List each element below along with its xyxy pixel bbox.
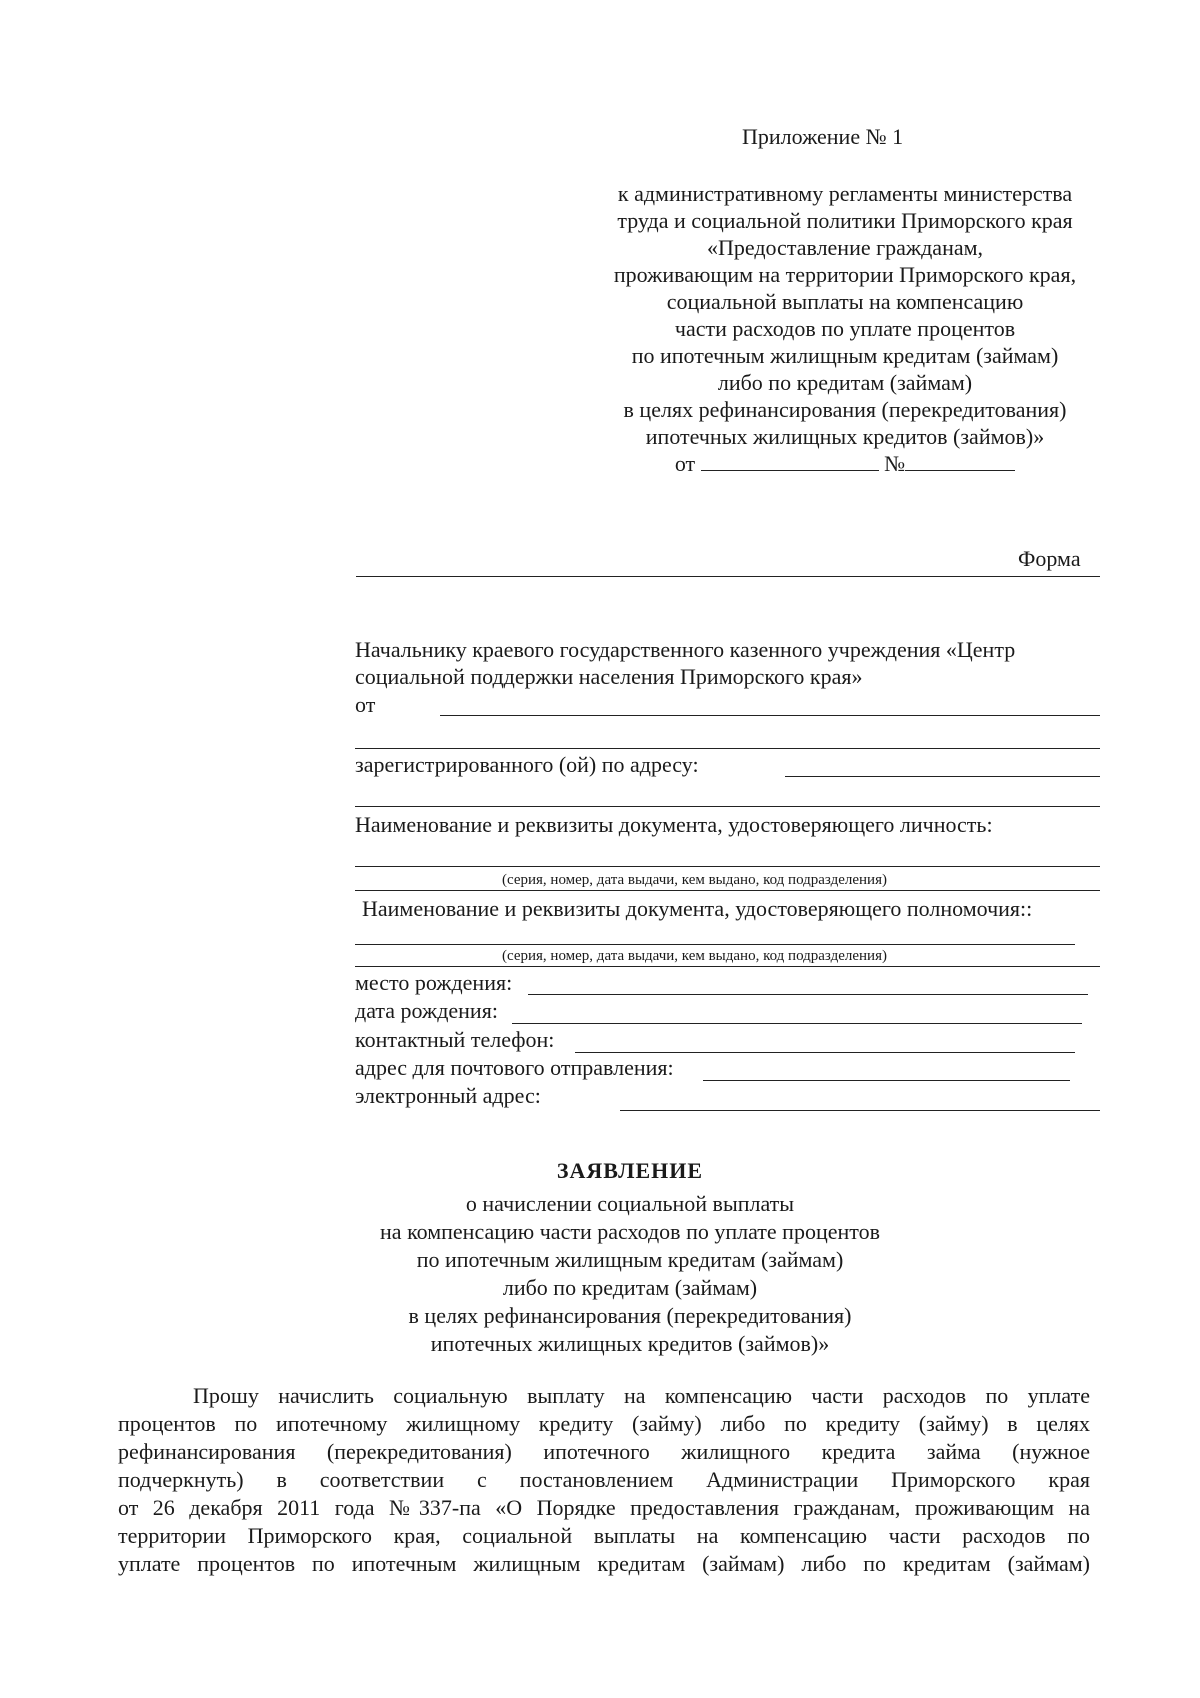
birth-date-label: дата рождения: xyxy=(355,998,498,1023)
ref-number-label: № xyxy=(884,451,906,476)
appendix-line: социальной выплаты на компенсацию xyxy=(666,289,1024,314)
registered-address-line[interactable] xyxy=(785,776,1100,777)
ref-number-blank xyxy=(905,450,1015,471)
statement-subtitle-line: на компенсацию части расходов по уплате процентов xyxy=(380,1219,880,1244)
appendix-line: в целях рефинансирования (перекредитования) xyxy=(623,397,1067,422)
ref-from-label: от xyxy=(674,451,696,476)
appendix-date-number-line xyxy=(560,450,1130,477)
recipient-line-1: Начальнику краевого государственного казенного учреждения «Центр xyxy=(355,637,1016,662)
registered-address-line-2[interactable] xyxy=(355,806,1100,807)
authority-doc-caption: (серия, номер, дата выдачи, кем выдано, код подразделения) xyxy=(502,948,887,964)
birth-date-line[interactable] xyxy=(512,1023,1082,1024)
authority-doc-label: Наименование и реквизиты документа, удостоверяющего полномочия:: xyxy=(362,896,1033,921)
authority-doc-line[interactable] xyxy=(355,944,1075,945)
from-field-line-2[interactable] xyxy=(355,748,1100,749)
appendix-reference xyxy=(560,180,1130,477)
appendix-line: проживающим на территории Приморского края, xyxy=(613,262,1077,287)
phone-line[interactable] xyxy=(575,1052,1075,1053)
appendix-line: ипотечных жилищных кредитов (займов)» xyxy=(645,424,1045,449)
ref-date-blank xyxy=(701,450,879,471)
appendix-line: «Предоставление гражданам, xyxy=(706,235,984,260)
phone-label: контактный телефон: xyxy=(355,1027,555,1052)
statement-subtitle-line: либо по кредитам (займам) xyxy=(502,1275,758,1300)
statement-subtitle-line: ипотечных жилищных кредитов (займов)» xyxy=(430,1331,830,1356)
statement-body xyxy=(118,1382,1090,1578)
body-line: от 26 декабря 2011 года №337-па «О Порядке предоставления гражданам, проживающим на xyxy=(118,1495,1090,1520)
body-line: подчеркнуть) в соответствии с постановлением Администрации Приморского края xyxy=(118,1467,1090,1492)
identity-doc-line[interactable] xyxy=(355,866,1100,867)
statement-subtitle-line: о начислении социальной выплаты xyxy=(465,1191,795,1216)
form-label: Форма xyxy=(1018,546,1081,571)
identity-doc-line-2[interactable] xyxy=(355,890,1100,891)
appendix-line: труда и социальной политики Приморского края xyxy=(617,208,1073,233)
email-label: электронный адрес: xyxy=(355,1083,541,1108)
form-divider xyxy=(356,576,1100,577)
statement-subtitle xyxy=(0,1190,1200,1358)
body-line: рефинансирования (перекредитования) ипотечного жилищного кредита займа (нужное xyxy=(118,1439,1090,1464)
birth-place-label: место рождения: xyxy=(355,970,513,995)
postal-address-label: адрес для почтового отправления: xyxy=(355,1055,674,1080)
body-line: территории Приморского края, социальной выплаты на компенсацию части расходов по xyxy=(118,1523,1090,1548)
appendix-line: либо по кредитам (займам) xyxy=(717,370,973,395)
email-line[interactable] xyxy=(620,1110,1100,1111)
statement-title: ЗАЯВЛЕНИЕ xyxy=(556,1158,704,1183)
appendix-line: по ипотечным жилищным кредитам (займам) xyxy=(631,343,1059,368)
birth-place-line[interactable] xyxy=(528,994,1088,995)
identity-doc-label: Наименование и реквизиты документа, удостоверяющего личность: xyxy=(355,812,993,837)
body-line: уплате процентов по ипотечным жилищным кредитам (займам) либо по кредитам (займам) xyxy=(118,1551,1090,1576)
appendix-title: Приложение № 1 xyxy=(742,124,904,149)
body-line: Прошу начислить социальную выплату на компенсацию части расходов по уплате xyxy=(193,1383,1090,1408)
recipient-line-2: социальной поддержки населения Приморского края» xyxy=(355,664,863,689)
body-line: процентов по ипотечному жилищному кредиту (займу) либо по кредиту (займу) в целях xyxy=(118,1411,1090,1436)
from-field-line[interactable] xyxy=(440,715,1100,716)
authority-doc-line-2[interactable] xyxy=(355,966,1100,967)
from-label: от xyxy=(355,692,376,717)
appendix-line: части расходов по уплате процентов xyxy=(674,316,1016,341)
registered-address-label: зарегистрированного (ой) по адресу: xyxy=(355,752,699,777)
appendix-line: к административному регламенты министерства xyxy=(617,181,1073,206)
postal-address-line[interactable] xyxy=(703,1080,1070,1081)
statement-subtitle-line: по ипотечным жилищным кредитам (займам) xyxy=(416,1247,844,1272)
statement-subtitle-line: в целях рефинансирования (перекредитования) xyxy=(408,1303,852,1328)
identity-doc-caption: (серия, номер, дата выдачи, кем выдано, код подразделения) xyxy=(502,872,887,888)
